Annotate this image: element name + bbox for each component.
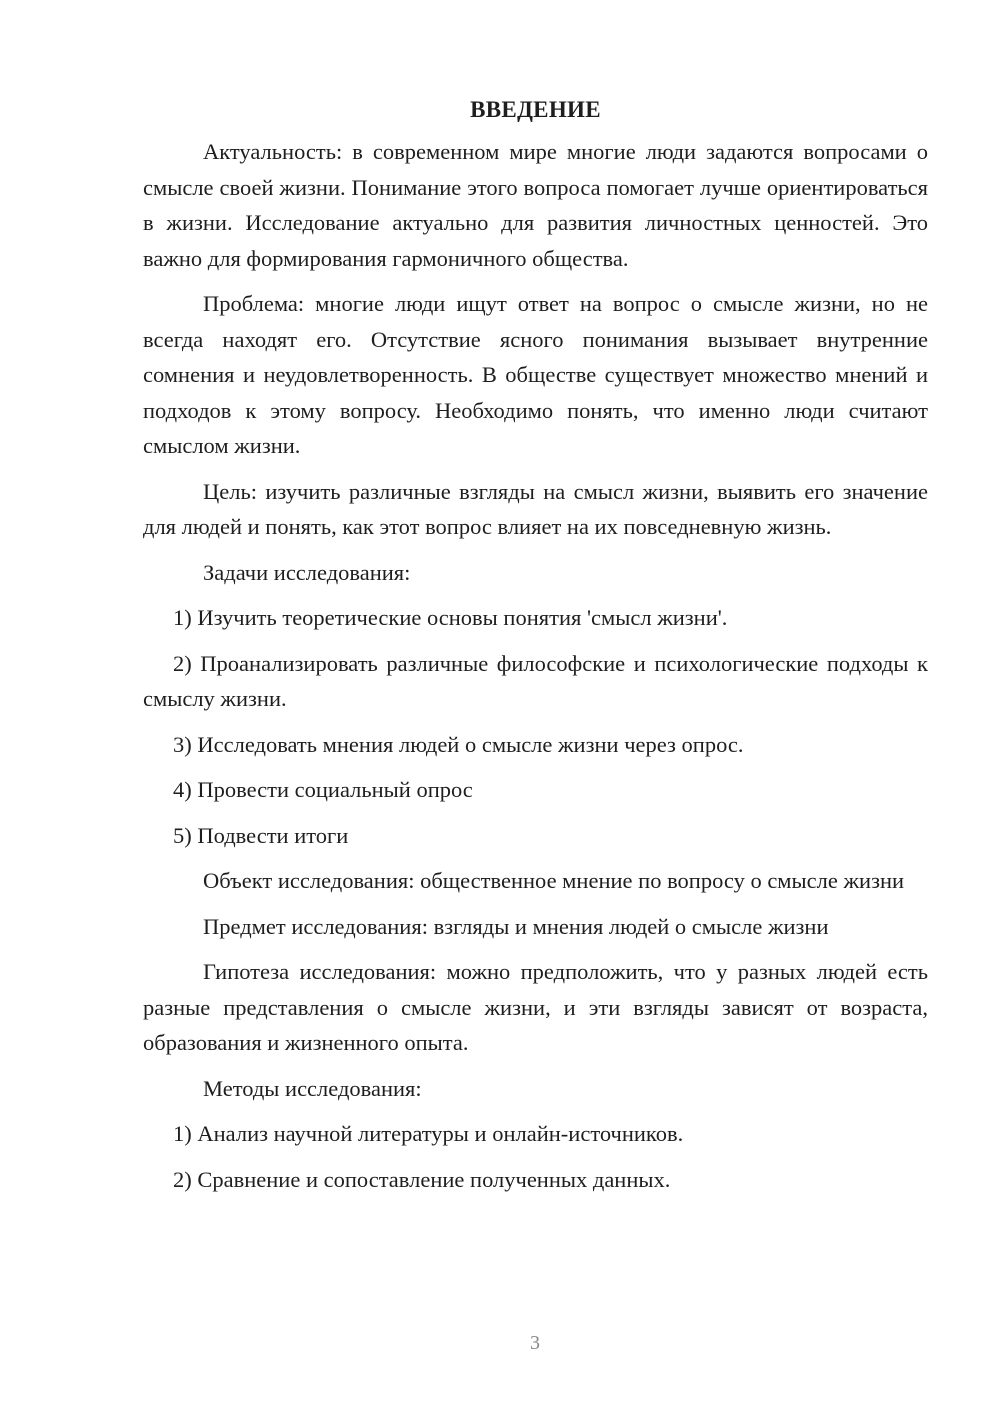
section-heading: ВВЕДЕНИЕ [470,97,601,122]
object-paragraph: Объект исследования: общественное мнение по вопросу о смысле жизни [203,868,905,893]
task-item-4: 4) Провести социальный опрос [173,777,473,802]
subject-paragraph: Предмет исследования: взгляды и мнения людей о смысле жизни [203,913,829,939]
goal-paragraph: Цель: изучить различные взгляды на смысл жизни, выявить его значение для людей и понять, как этот вопрос влияет на их повседневную жизнь. [143,478,928,539]
task-item-1: 1) Изучить теоретические основы понятия 'смысл жизни'. [173,605,728,630]
page-number: 3 [530,1332,540,1354]
problem-paragraph: Проблема: многие люди ищут ответ на вопрос о смысле жизни, но не всегда находят его. Отсутствие ясного понимания вызывает внутренние сомнения и неудовлетворенность. В обществе существует множество мнений и подходов к этому вопросу. Необходимо понять, что именно люди считают смыслом жизни. [143,291,928,458]
task-item-2: 2) Проанализировать различные философские и психологические подходы к смыслу жизни. [143,650,928,711]
hypothesis-paragraph: Гипотеза исследования: можно предположить, что у разных людей есть разные представления о смысле жизни, и эти взгляды зависят от возраста, образования и жизненного опыта. [143,959,928,1055]
method-item-2: 2) Сравнение и сопоставление полученных данных. [173,1166,671,1192]
tasks-label: Задачи исследования: [203,559,411,585]
methods-label: Методы исследования: [203,1075,422,1101]
document-page [143,92,928,1207]
relevance-paragraph: Актуальность: в современном мире многие люди задаются вопросами о смысле своей жизни. Понимание этого вопроса помогает лучше ориентироваться в жизни. Исследование актуально для развития личностных ценностей. Это важно для формирования гармоничного общества. [143,139,928,271]
task-item-3: 3) Исследовать мнения людей о смысле жизни через опрос. [173,731,744,757]
method-item-1: 1) Анализ научной литературы и онлайн-источников. [173,1121,684,1146]
task-item-5: 5) Подвести итоги [173,822,349,848]
